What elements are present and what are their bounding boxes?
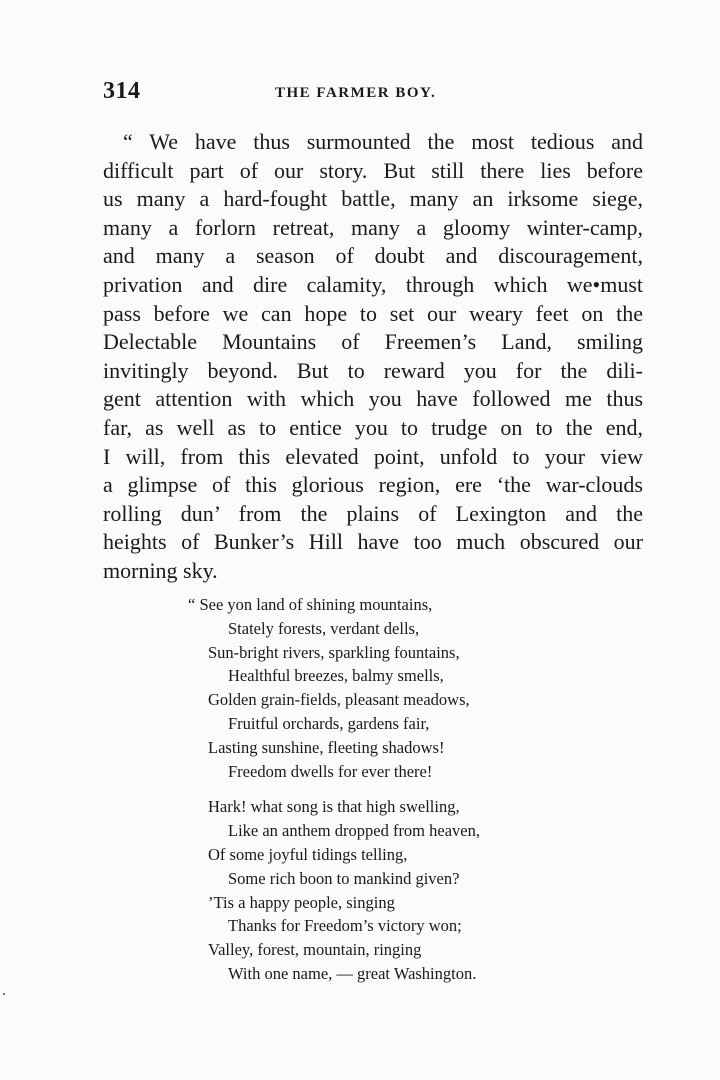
- page-header: [103, 78, 643, 108]
- prose-line: difficult part of our story. But still there lies before: [103, 157, 643, 183]
- scan-speck: [3, 993, 5, 995]
- prose-line: gent attention with which you have followed me thus: [103, 386, 643, 412]
- poem-verse: Golden grain-fields, pleasant meadows,: [208, 690, 470, 710]
- prose-line: heights of Bunker’s Hill have too much obscured our: [103, 529, 643, 555]
- poem-verse: Sun-bright rivers, sparkling fountains,: [208, 642, 460, 662]
- poem-verse: ’Tis a happy people, singing: [208, 892, 395, 912]
- prose-line: morning sky.: [103, 557, 218, 583]
- prose-line: pass before we can hope to set our weary feet on the: [103, 300, 643, 326]
- running-title: THE FARMER BOY.: [275, 85, 437, 101]
- poem-verse: Fruitful orchards, gardens fair,: [228, 713, 430, 733]
- prose-line: “ We have thus surmounted the most tedious and: [123, 129, 643, 154]
- prose-line: far, as well as to entice you to trudge on to the end,: [103, 414, 643, 440]
- prose-line: rolling dun’ from the plains of Lexington and the: [103, 500, 643, 526]
- poem-verse: Freedom dwells for ever there!: [228, 761, 433, 781]
- poem-verse: Some rich boon to mankind given?: [228, 868, 460, 888]
- prose-line: invitingly beyond. But to reward you for the dili-: [103, 357, 643, 383]
- poem-verse: Stately forests, verdant dells,: [228, 618, 420, 638]
- prose-line: I will, from this elevated point, unfold to your view: [103, 443, 643, 469]
- poem-verse: Like an anthem dropped from heaven,: [228, 821, 480, 841]
- poem-verse: Thanks for Freedom’s victory won;: [228, 916, 462, 936]
- poem-verse: With one name, — great Washington.: [228, 963, 477, 983]
- prose-line: a glimpse of this glorious region, ere ‘the war-clouds: [103, 472, 643, 498]
- prose-line: Delectable Mountains of Freemen’s Land, smiling: [103, 329, 643, 355]
- prose-paragraph: [103, 128, 643, 586]
- page-number: 314: [103, 78, 141, 104]
- poem-verse: Lasting sunshine, fleeting shadows!: [208, 737, 445, 757]
- poem-verse: Valley, forest, mountain, ringing: [208, 940, 422, 960]
- poem-stanza: [188, 795, 588, 985]
- poem-verse: Healthful breezes, balmy smells,: [228, 666, 444, 686]
- poem-verse: Hark! what song is that high swelling,: [208, 797, 460, 817]
- prose-line: many a forlorn retreat, many a gloomy winter-camp,: [103, 214, 643, 240]
- prose-line: privation and dire calamity, through which we•must: [103, 271, 643, 297]
- poem: [188, 593, 588, 986]
- prose-line: and many a season of doubt and discouragement,: [103, 243, 643, 269]
- poem-verse: Of some joyful tidings telling,: [208, 844, 408, 864]
- prose-line: us many a hard-fought battle, many an irksome siege,: [103, 186, 643, 212]
- poem-stanza: [188, 593, 588, 783]
- poem-verse: “ See yon land of shining mountains,: [188, 595, 433, 614]
